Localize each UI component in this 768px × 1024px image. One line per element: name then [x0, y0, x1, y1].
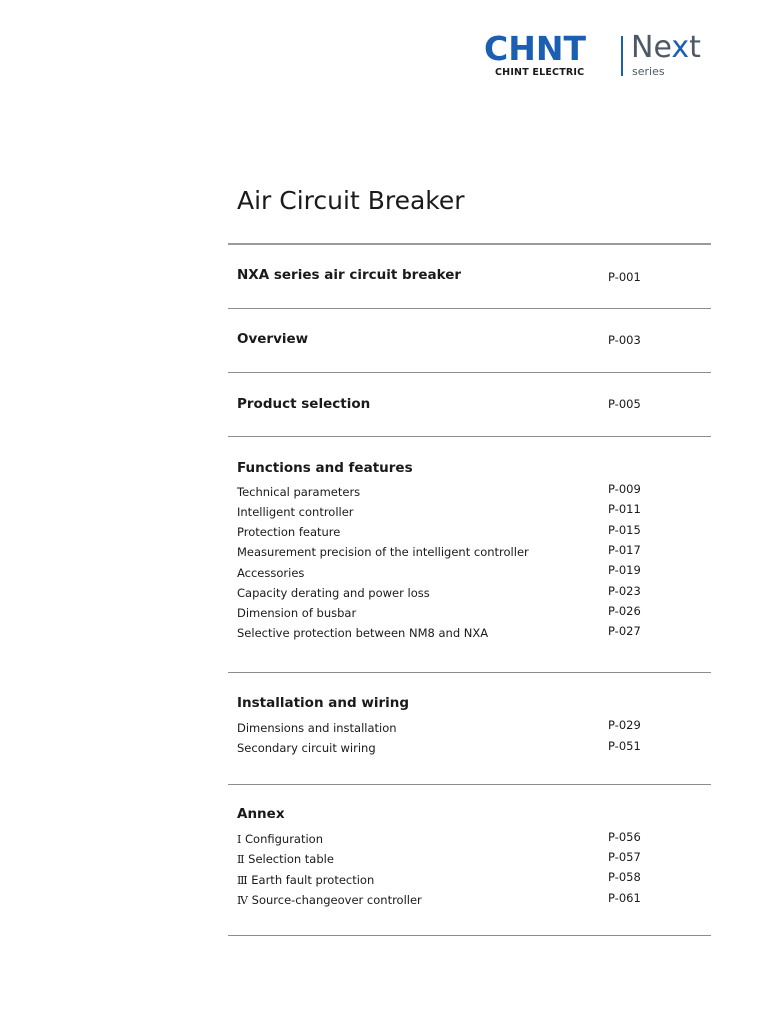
toc-page-number: P-003	[608, 333, 641, 347]
toc-page-number: P-061	[608, 891, 641, 905]
toc-page-number: P-017	[608, 543, 641, 557]
toc-page-number: P-056	[608, 830, 641, 844]
toc-page-number: P-051	[608, 739, 641, 753]
roman-numeral: Ⅳ	[237, 894, 248, 907]
brand-logo-main: CHNT	[484, 29, 586, 68]
toc-section-nxa-series[interactable]: NXA series air circuit breaker	[237, 267, 462, 283]
page-title: Air Circuit Breaker	[237, 186, 465, 215]
toc-page-number: P-011	[608, 502, 641, 516]
divider	[228, 308, 711, 309]
toc-item[interactable]: Accessories	[237, 566, 305, 580]
roman-numeral: Ⅱ	[237, 853, 245, 866]
toc-item-label: Selection table	[248, 852, 334, 866]
toc-item-label: Source-changeover controller	[251, 893, 422, 907]
toc-section-overview[interactable]: Overview	[237, 331, 309, 347]
divider	[228, 672, 711, 673]
divider	[228, 784, 711, 785]
divider	[228, 372, 711, 373]
roman-numeral: Ⅰ	[237, 833, 242, 846]
next-wordmark	[631, 32, 701, 64]
divider	[228, 935, 711, 936]
toc-item[interactable]: Intelligent controller	[237, 505, 354, 519]
divider	[228, 243, 711, 245]
toc-page-number: P-019	[608, 563, 641, 577]
toc-item[interactable]: Capacity derating and power loss	[237, 586, 430, 600]
toc-item[interactable]: Selective protection between NM8 and NXA	[237, 626, 489, 640]
toc-page-number: P-005	[608, 397, 641, 411]
toc-item[interactable]	[237, 831, 323, 848]
next-prefix: Ne	[631, 30, 672, 65]
toc-page-number: P-027	[608, 624, 641, 638]
toc-item[interactable]	[237, 892, 422, 909]
brand-divider	[621, 36, 623, 76]
toc-section-product-selection[interactable]: Product selection	[237, 396, 371, 412]
toc-page-number: P-009	[608, 482, 641, 496]
toc-item[interactable]: Secondary circuit wiring	[237, 741, 376, 755]
next-suffix: t	[689, 30, 701, 65]
toc-item[interactable]: Technical parameters	[237, 485, 361, 499]
roman-numeral: Ⅲ	[237, 874, 248, 887]
toc-page-number: P-015	[608, 523, 641, 537]
toc-item[interactable]	[237, 851, 334, 868]
toc-page-number: P-001	[608, 270, 641, 284]
toc-item-label: Configuration	[245, 832, 324, 846]
toc-item[interactable]: Measurement precision of the intelligent controller	[237, 545, 529, 559]
chint-next-logo	[484, 30, 714, 80]
toc-page-number: P-026	[608, 604, 641, 618]
toc-item[interactable]: Dimensions and installation	[237, 721, 397, 735]
brand-logo-sub: CHINT ELECTRIC	[495, 67, 585, 78]
toc-section-annex: Annex	[237, 806, 285, 822]
toc-page-number: P-023	[608, 584, 641, 598]
divider	[228, 436, 711, 437]
toc-section-installation-wiring: Installation and wiring	[237, 695, 410, 711]
toc-page-number: P-057	[608, 850, 641, 864]
series-label: series	[632, 65, 665, 78]
toc-item[interactable]	[237, 872, 374, 889]
toc-item[interactable]: Dimension of busbar	[237, 606, 357, 620]
toc-item[interactable]: Protection feature	[237, 525, 341, 539]
toc-section-functions-features: Functions and features	[237, 460, 413, 476]
next-x: x	[671, 30, 690, 65]
toc-page-number: P-058	[608, 870, 641, 884]
toc-page-number: P-029	[608, 718, 641, 732]
toc-item-label: Earth fault protection	[251, 873, 375, 887]
